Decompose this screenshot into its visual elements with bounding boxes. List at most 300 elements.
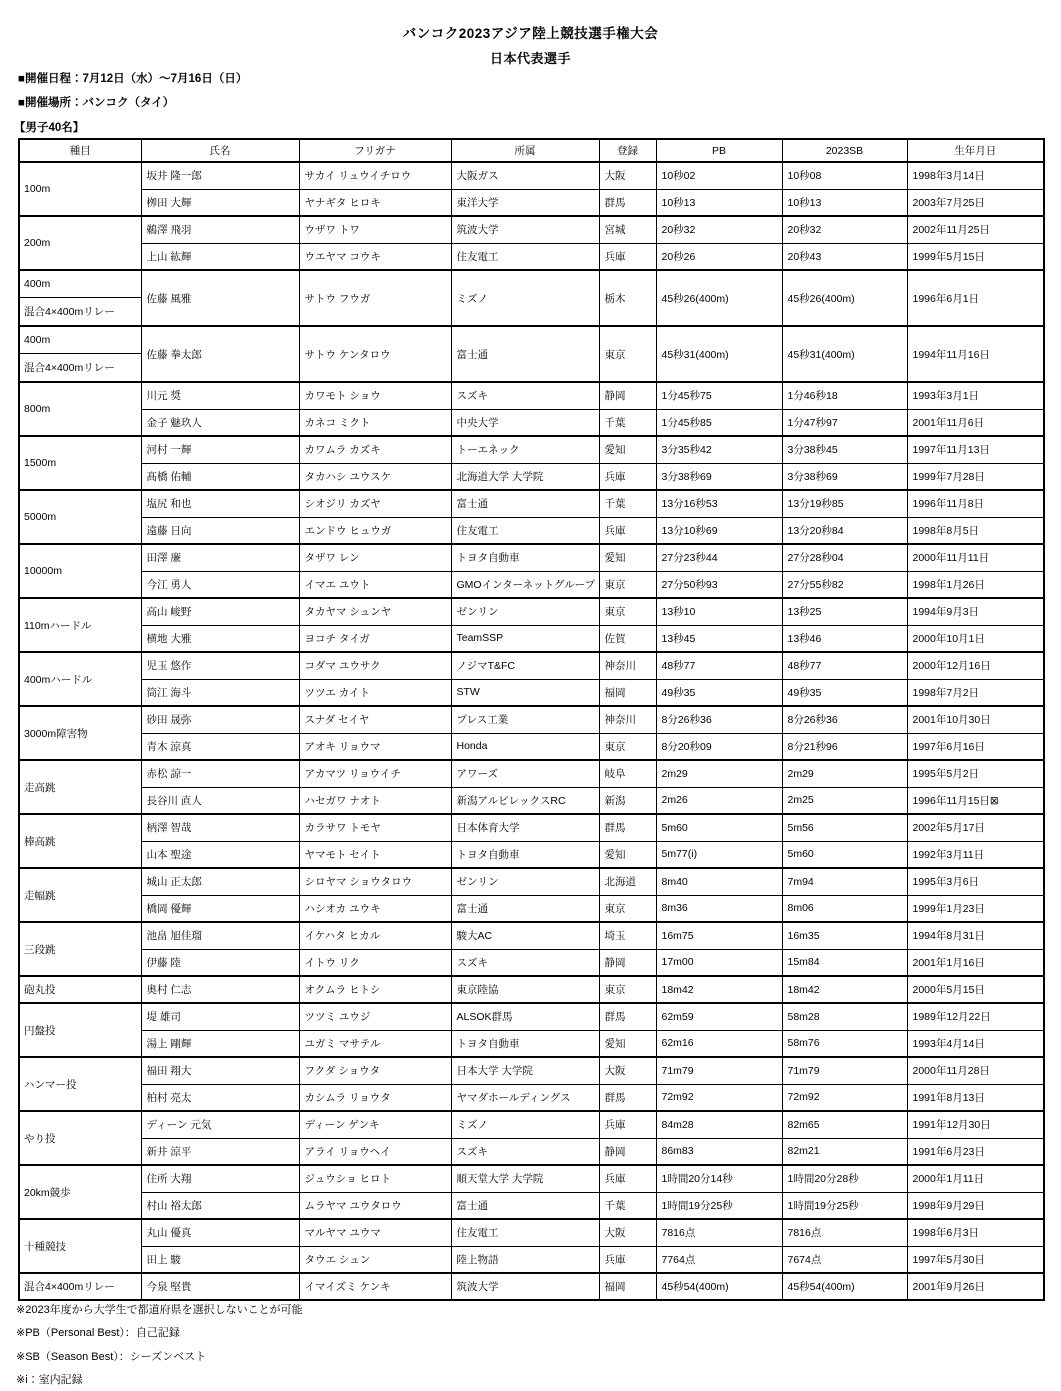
kana-cell: オクムラ ヒトシ [299, 976, 451, 1003]
footnotes [16, 1297, 303, 1391]
pb-cell: 3分38秒69 [656, 463, 782, 490]
pb-cell: 62m59 [656, 1003, 782, 1030]
dob-cell: 1993年3月1日 [907, 382, 1044, 409]
reg-cell: 愛知 [599, 1030, 656, 1057]
sb-cell: 20秒32 [782, 216, 907, 243]
event-cell: 3000m障害物 [19, 706, 141, 760]
reg-cell: 静岡 [599, 382, 656, 409]
table-header-row [19, 139, 1044, 162]
table-row [19, 895, 1044, 922]
name-cell: 池畠 旭佳瑠 [141, 922, 299, 949]
dob-cell: 1995年3月6日 [907, 868, 1044, 895]
sb-cell: 45秒54(400m) [782, 1273, 907, 1300]
kana-cell: タカヤマ シュンヤ [299, 598, 451, 625]
kana-cell: ディーン ゲンキ [299, 1111, 451, 1138]
reg-cell: 福岡 [599, 679, 656, 706]
dob-cell: 2000年11月11日 [907, 544, 1044, 571]
team-cell: 筑波大学 [451, 216, 599, 243]
team-cell: STW [451, 679, 599, 706]
sb-cell: 27分28秒04 [782, 544, 907, 571]
dob-cell: 1996年6月1日 [907, 270, 1044, 326]
event-cell: 1500m [19, 436, 141, 490]
page-title: バンコク2023アジア陸上競技選手権大会 [0, 22, 1061, 42]
team-cell: ゼンリン [451, 868, 599, 895]
kana-cell: ユガミ マサテル [299, 1030, 451, 1057]
note-sb-definition: ※SB（Season Best）：シーズンベスト [16, 1344, 303, 1368]
pb-cell: 48秒77 [656, 652, 782, 679]
team-cell: ゼンリン [451, 598, 599, 625]
pb-cell: 45秒31(400m) [656, 326, 782, 382]
name-cell: 佐藤 風雅 [141, 270, 299, 326]
team-cell: トーエネック [451, 436, 599, 463]
sb-cell: 10秒08 [782, 162, 907, 189]
team-cell: 新潟アルビレックスRC [451, 787, 599, 814]
event-cell: 走高跳 [19, 760, 141, 814]
event-cell: 混合4×400mリレー [19, 1273, 141, 1300]
name-cell: 横地 大雅 [141, 625, 299, 652]
reg-cell: 大阪 [599, 1057, 656, 1084]
team-cell: ミズノ [451, 270, 599, 326]
pb-cell: 1時間19分25秒 [656, 1192, 782, 1219]
event-cell: 10000m [19, 544, 141, 598]
sb-cell: 27分55秒82 [782, 571, 907, 598]
sb-cell: 13分19秒85 [782, 490, 907, 517]
event-cell: 走幅跳 [19, 868, 141, 922]
kana-cell: スナダ セイヤ [299, 706, 451, 733]
sb-cell: 49秒35 [782, 679, 907, 706]
pb-cell: 7764点 [656, 1246, 782, 1273]
dob-cell: 1994年8月31日 [907, 922, 1044, 949]
reg-cell: 新潟 [599, 787, 656, 814]
dob-cell: 1999年5月15日 [907, 243, 1044, 270]
name-cell: 赤松 諒一 [141, 760, 299, 787]
pb-cell: 2m29 [656, 760, 782, 787]
table-row [19, 976, 1044, 1003]
sb-cell: 5m56 [782, 814, 907, 841]
table-row [19, 1273, 1044, 1300]
table-row [19, 189, 1044, 216]
pb-cell: 84m28 [656, 1111, 782, 1138]
name-cell: 青木 涼真 [141, 733, 299, 760]
reg-cell: 兵庫 [599, 1246, 656, 1273]
reg-cell: 東京 [599, 895, 656, 922]
kana-cell: イマイズミ ケンキ [299, 1273, 451, 1300]
kana-cell: タザワ レン [299, 544, 451, 571]
dob-cell: 1993年4月14日 [907, 1030, 1044, 1057]
kana-cell: イケハタ ヒカル [299, 922, 451, 949]
team-cell: ノジマT&FC [451, 652, 599, 679]
dob-cell: 1989年12月22日 [907, 1003, 1044, 1030]
table-row [19, 544, 1044, 571]
sb-cell: 13秒46 [782, 625, 907, 652]
reg-cell: 神奈川 [599, 652, 656, 679]
kana-cell: イトウ リク [299, 949, 451, 976]
reg-cell: 群馬 [599, 189, 656, 216]
name-cell: 河村 一輝 [141, 436, 299, 463]
dob-cell: 1994年9月3日 [907, 598, 1044, 625]
dob-cell: 1996年11月15日⊠ [907, 787, 1044, 814]
pb-cell: 17m00 [656, 949, 782, 976]
sb-cell: 48秒77 [782, 652, 907, 679]
sb-cell: 16m35 [782, 922, 907, 949]
dob-cell: 2001年9月26日 [907, 1273, 1044, 1300]
table-row [19, 409, 1044, 436]
reg-cell: 兵庫 [599, 1165, 656, 1192]
dob-cell: 2000年12月16日 [907, 652, 1044, 679]
sb-cell: 7816点 [782, 1219, 907, 1246]
name-cell: 佐藤 拳太郎 [141, 326, 299, 382]
pb-cell: 10秒13 [656, 189, 782, 216]
pb-cell: 20秒32 [656, 216, 782, 243]
dob-cell: 1994年11月16日 [907, 326, 1044, 382]
kana-cell: シオジリ カズヤ [299, 490, 451, 517]
table-row [19, 490, 1044, 517]
reg-cell: 兵庫 [599, 243, 656, 270]
team-cell: 富士通 [451, 326, 599, 382]
event-cell: 三段跳 [19, 922, 141, 976]
table-row [19, 706, 1044, 733]
kana-cell: ツツエ カイト [299, 679, 451, 706]
kana-cell: ムラヤマ ユウタロウ [299, 1192, 451, 1219]
name-cell: 柏村 亮太 [141, 1084, 299, 1111]
team-cell: GMOインターネットグループ [451, 571, 599, 598]
table-row [19, 517, 1044, 544]
dob-cell: 1991年12月30日 [907, 1111, 1044, 1138]
kana-cell: マルヤマ ユウマ [299, 1219, 451, 1246]
team-cell: 日本大学 大学院 [451, 1057, 599, 1084]
kana-cell: イマエ ユウト [299, 571, 451, 598]
reg-cell: 岐阜 [599, 760, 656, 787]
reg-cell: 東京 [599, 976, 656, 1003]
pb-cell: 10秒02 [656, 162, 782, 189]
kana-cell: ツツミ ユウジ [299, 1003, 451, 1030]
kana-cell: アカマツ リョウイチ [299, 760, 451, 787]
kana-cell: カネコ ミクト [299, 409, 451, 436]
reg-cell: 大阪 [599, 162, 656, 189]
sb-cell: 45秒31(400m) [782, 326, 907, 382]
table-row [19, 1219, 1044, 1246]
table-row [19, 1057, 1044, 1084]
dob-cell: 2003年7月25日 [907, 189, 1044, 216]
pb-cell: 7816点 [656, 1219, 782, 1246]
pb-cell: 13秒45 [656, 625, 782, 652]
team-cell: ヤマダホールディングス [451, 1084, 599, 1111]
event-cell: 円盤投 [19, 1003, 141, 1057]
sb-cell: 10秒13 [782, 189, 907, 216]
reg-cell: 北海道 [599, 868, 656, 895]
pb-cell: 5m77(i) [656, 841, 782, 868]
pb-cell: 13分10秒69 [656, 517, 782, 544]
team-cell: Honda [451, 733, 599, 760]
dob-cell: 1998年8月5日 [907, 517, 1044, 544]
team-cell: 東洋大学 [451, 189, 599, 216]
kana-cell: シロヤマ ショウタロウ [299, 868, 451, 895]
reg-cell: 東京 [599, 733, 656, 760]
name-cell: 山本 聖途 [141, 841, 299, 868]
name-cell: 髙橋 佑輔 [141, 463, 299, 490]
kana-cell: サトウ フウガ [299, 270, 451, 326]
table-row [19, 760, 1044, 787]
team-cell: 住友電工 [451, 1219, 599, 1246]
sb-cell: 15m84 [782, 949, 907, 976]
reg-cell: 愛知 [599, 436, 656, 463]
team-cell: 富士通 [451, 895, 599, 922]
pb-cell: 1分45秒85 [656, 409, 782, 436]
dob-cell: 1997年5月30日 [907, 1246, 1044, 1273]
name-cell: 堤 雄司 [141, 1003, 299, 1030]
reg-cell: 千葉 [599, 409, 656, 436]
team-cell: 駿大AC [451, 922, 599, 949]
event-cell-split [19, 326, 141, 382]
header-furigana: フリガナ [299, 139, 451, 162]
sb-cell: 3分38秒45 [782, 436, 907, 463]
event-cell: 400mハードル [19, 652, 141, 706]
sb-cell: 8m06 [782, 895, 907, 922]
name-cell: 今江 勇人 [141, 571, 299, 598]
kana-cell: アオキ リョウマ [299, 733, 451, 760]
table-row [19, 949, 1044, 976]
dob-cell: 1998年1月26日 [907, 571, 1044, 598]
event-cell: 棒高跳 [19, 814, 141, 868]
team-cell: 住友電工 [451, 243, 599, 270]
reg-cell: 群馬 [599, 1084, 656, 1111]
kana-cell: ハシオカ ユウキ [299, 895, 451, 922]
sb-cell: 82m21 [782, 1138, 907, 1165]
dob-cell: 2001年1月16日 [907, 949, 1044, 976]
pb-cell: 72m92 [656, 1084, 782, 1111]
name-cell: 坂井 隆一郎 [141, 162, 299, 189]
name-cell: 橋岡 優輝 [141, 895, 299, 922]
header-affiliation: 所属 [451, 139, 599, 162]
team-cell: トヨタ自動車 [451, 841, 599, 868]
sb-cell: 82m65 [782, 1111, 907, 1138]
table-row [19, 922, 1044, 949]
name-cell: 新井 涼平 [141, 1138, 299, 1165]
pb-cell: 45秒26(400m) [656, 270, 782, 326]
pb-cell: 27分50秒93 [656, 571, 782, 598]
reg-cell: 神奈川 [599, 706, 656, 733]
name-cell: 鵜澤 飛羽 [141, 216, 299, 243]
table-row [19, 216, 1044, 243]
team-cell: 富士通 [451, 490, 599, 517]
header-pb: PB [656, 139, 782, 162]
table-row [19, 1165, 1044, 1192]
reg-cell: 兵庫 [599, 517, 656, 544]
name-cell: 児玉 悠作 [141, 652, 299, 679]
kana-cell: ヤマモト セイト [299, 841, 451, 868]
table-row [19, 787, 1044, 814]
pb-cell: 18m42 [656, 976, 782, 1003]
header-event: 種目 [19, 139, 141, 162]
team-cell: 大阪ガス [451, 162, 599, 189]
pb-cell: 8m40 [656, 868, 782, 895]
table-row [19, 162, 1044, 189]
dob-cell: 1999年7月28日 [907, 463, 1044, 490]
kana-cell: サカイ リュウイチロウ [299, 162, 451, 189]
team-cell: 富士通 [451, 1192, 599, 1219]
table-row [19, 625, 1044, 652]
sb-cell: 2m25 [782, 787, 907, 814]
section-label-mens: 【男子40名】 [14, 119, 84, 135]
pb-cell: 16m75 [656, 922, 782, 949]
page-subtitle: 日本代表選手 [0, 48, 1061, 67]
team-cell: 中央大学 [451, 409, 599, 436]
sb-cell: 3分38秒69 [782, 463, 907, 490]
name-cell: 城山 正太郎 [141, 868, 299, 895]
table-row [19, 733, 1044, 760]
pb-cell: 20秒26 [656, 243, 782, 270]
sb-cell: 7m94 [782, 868, 907, 895]
table-row [19, 243, 1044, 270]
sb-cell: 58m28 [782, 1003, 907, 1030]
reg-cell: 千葉 [599, 490, 656, 517]
team-cell: 住友電工 [451, 517, 599, 544]
pb-cell: 62m16 [656, 1030, 782, 1057]
reg-cell: 宮城 [599, 216, 656, 243]
dob-cell: 1998年7月2日 [907, 679, 1044, 706]
event-cell: やり投 [19, 1111, 141, 1165]
team-cell: スズキ [451, 949, 599, 976]
note-prefecture-rule: ※2023年度から大学生で都道府県を選択しないことが可能 [16, 1297, 303, 1321]
team-cell: トヨタ自動車 [451, 1030, 599, 1057]
reg-cell: 愛知 [599, 544, 656, 571]
team-cell: 陸上物語 [451, 1246, 599, 1273]
dob-cell: 1991年8月13日 [907, 1084, 1044, 1111]
name-cell: 塩尻 和也 [141, 490, 299, 517]
kana-cell: カラサワ トモヤ [299, 814, 451, 841]
pb-cell: 1時間20分14秒 [656, 1165, 782, 1192]
name-cell: 長谷川 直人 [141, 787, 299, 814]
dob-cell: 1991年6月23日 [907, 1138, 1044, 1165]
dob-cell: 1996年11月8日 [907, 490, 1044, 517]
sb-cell: 2m29 [782, 760, 907, 787]
dob-cell: 1998年6月3日 [907, 1219, 1044, 1246]
pb-cell: 5m60 [656, 814, 782, 841]
table-row [19, 1111, 1044, 1138]
kana-cell: ジュウショ ヒロト [299, 1165, 451, 1192]
dob-cell: 2002年11月25日 [907, 216, 1044, 243]
pb-cell: 1分45秒75 [656, 382, 782, 409]
table-row [19, 1003, 1044, 1030]
sb-cell: 1分46秒18 [782, 382, 907, 409]
table-row [19, 326, 1044, 382]
name-cell: 遠藤 日向 [141, 517, 299, 544]
table-row [19, 1246, 1044, 1273]
reg-cell: 静岡 [599, 1138, 656, 1165]
name-cell: 福田 翔大 [141, 1057, 299, 1084]
name-cell: 田上 駿 [141, 1246, 299, 1273]
table-row [19, 814, 1044, 841]
pb-cell: 2m26 [656, 787, 782, 814]
reg-cell: 埼玉 [599, 922, 656, 949]
name-cell: 高山 峻野 [141, 598, 299, 625]
table-row [19, 436, 1044, 463]
team-cell: アワーズ [451, 760, 599, 787]
dob-cell: 1998年3月14日 [907, 162, 1044, 189]
table-row [19, 382, 1044, 409]
table-row [19, 841, 1044, 868]
table-row [19, 463, 1044, 490]
name-cell: 田澤 廉 [141, 544, 299, 571]
name-cell: 住所 大翔 [141, 1165, 299, 1192]
reg-cell: 愛知 [599, 841, 656, 868]
sb-cell: 13秒25 [782, 598, 907, 625]
dob-cell: 2002年5月17日 [907, 814, 1044, 841]
sb-cell: 7674点 [782, 1246, 907, 1273]
dob-cell: 1998年9月29日 [907, 1192, 1044, 1219]
reg-cell: 静岡 [599, 949, 656, 976]
sb-cell: 13分20秒84 [782, 517, 907, 544]
table-row [19, 571, 1044, 598]
name-cell: 村山 裕太郎 [141, 1192, 299, 1219]
sb-cell: 5m60 [782, 841, 907, 868]
reg-cell: 群馬 [599, 1003, 656, 1030]
pb-cell: 27分23秒44 [656, 544, 782, 571]
team-cell: 北海道大学 大学院 [451, 463, 599, 490]
kana-cell: カシムラ リョウタ [299, 1084, 451, 1111]
name-cell: ディーン 元気 [141, 1111, 299, 1138]
event-cell: 100m [19, 162, 141, 216]
pb-cell: 8m36 [656, 895, 782, 922]
reg-cell: 福岡 [599, 1273, 656, 1300]
header-registration: 登録 [599, 139, 656, 162]
pb-cell: 8分26秒36 [656, 706, 782, 733]
kana-cell: タウエ シュン [299, 1246, 451, 1273]
name-cell: 筒江 海斗 [141, 679, 299, 706]
table-row [19, 1030, 1044, 1057]
reg-cell: 大阪 [599, 1219, 656, 1246]
dob-cell: 2000年11月28日 [907, 1057, 1044, 1084]
kana-cell: カワムラ カズキ [299, 436, 451, 463]
name-cell: 湯上 剛輝 [141, 1030, 299, 1057]
table-row [19, 1138, 1044, 1165]
event-dates-line: ■開催日程：7月12日（水）～7月16日（日） [18, 70, 247, 86]
pb-cell: 45秒54(400m) [656, 1273, 782, 1300]
sb-cell: 8分21秒96 [782, 733, 907, 760]
pb-cell: 13秒10 [656, 598, 782, 625]
sb-cell: 45秒26(400m) [782, 270, 907, 326]
event-cell: 十種競技 [19, 1219, 141, 1273]
sb-cell: 71m79 [782, 1057, 907, 1084]
kana-cell: フクダ ショウタ [299, 1057, 451, 1084]
team-cell: 日本体育大学 [451, 814, 599, 841]
team-cell: トヨタ自動車 [451, 544, 599, 571]
event-cell: 200m [19, 216, 141, 270]
kana-cell: カワモト ショウ [299, 382, 451, 409]
name-cell: 金子 魅玖人 [141, 409, 299, 436]
table-row [19, 1084, 1044, 1111]
reg-cell: 東京 [599, 598, 656, 625]
kana-cell: タカハシ ユウスケ [299, 463, 451, 490]
event-cell: 110mハードル [19, 598, 141, 652]
header-2023sb: 2023SB [782, 139, 907, 162]
reg-cell: 東京 [599, 571, 656, 598]
dob-cell: 2000年1月11日 [907, 1165, 1044, 1192]
sb-cell: 1分47秒97 [782, 409, 907, 436]
dob-cell: 1997年6月16日 [907, 733, 1044, 760]
team-cell: ALSOK群馬 [451, 1003, 599, 1030]
event-cell: 20km競歩 [19, 1165, 141, 1219]
kana-cell: アライ リョウヘイ [299, 1138, 451, 1165]
name-cell: 上山 紘輝 [141, 243, 299, 270]
reg-cell: 千葉 [599, 1192, 656, 1219]
pb-cell: 49秒35 [656, 679, 782, 706]
reg-cell: 群馬 [599, 814, 656, 841]
event-primary-label: 400m [20, 271, 141, 298]
name-cell: 柄澤 智哉 [141, 814, 299, 841]
name-cell: 伊藤 陸 [141, 949, 299, 976]
reg-cell: 兵庫 [599, 1111, 656, 1138]
